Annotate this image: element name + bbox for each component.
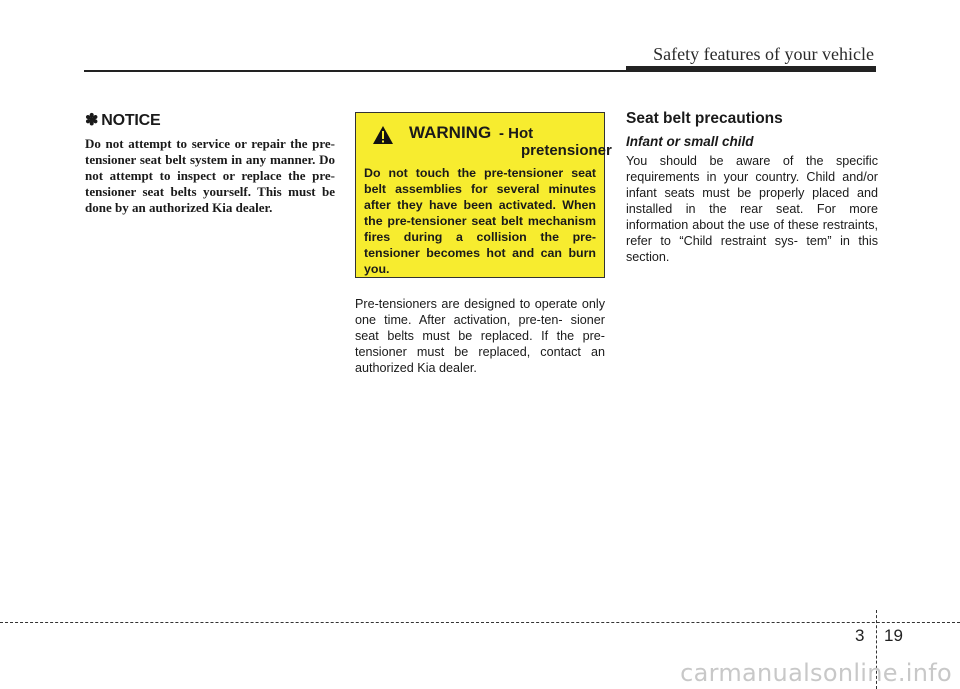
notice-heading [85, 110, 335, 130]
warning-box [355, 112, 612, 278]
precautions-subheading: Infant or small child [626, 134, 754, 149]
warning-header [364, 123, 612, 163]
warning-subject [499, 125, 612, 159]
precautions-section [626, 110, 878, 265]
footer-rule [0, 622, 960, 623]
header-rule-accent [626, 66, 876, 72]
warning-subject-line1: - Hot [499, 125, 534, 142]
warning-text: Do not touch the pre-tensioner seat belt assemblies for several minutes after they have been activated. When the pre-tensioner seat belt mechanism fires during a collision the pre-tensioner becomes hot and can burn you. [364, 166, 596, 276]
warning-subject-line2: pretensioner [521, 142, 612, 159]
precautions-heading: Seat belt precautions [626, 110, 783, 127]
precautions-text: You should be aware of the specific requirements in your country. Child and/or infant seats must be properly placed and installed in the rear seat. For more information about the use of these restraints, refer to “Child restraint sys- tem” in this section. [626, 154, 878, 264]
notice-star-icon: ✽ [85, 112, 99, 129]
warning-triangle-icon [372, 125, 394, 145]
watermark: carmanualsonline.info [680, 659, 952, 687]
page-number: 19 [884, 626, 903, 645]
warning-label: WARNING [409, 123, 492, 142]
notice-text: Do not attempt to service or repair the pre-tensioner seat belt system in any manner. Do not attempt to inspect or replace the pre-tensioner seat belts yourself. This must be done by an authorized Kia dealer. [85, 136, 335, 215]
notice-section [85, 110, 335, 216]
notice-heading-label: NOTICE [101, 112, 161, 129]
pretensioner-paragraph: Pre-tensioners are designed to operate only one time. After activation, pre-ten- sioner seat belts must be replaced. If the pre-tensioner must be replaced, contact an authorized Kia dealer. [355, 297, 605, 375]
chapter-number: 3 [855, 626, 865, 645]
page-header-title: Safety features of your vehicle [653, 44, 874, 64]
